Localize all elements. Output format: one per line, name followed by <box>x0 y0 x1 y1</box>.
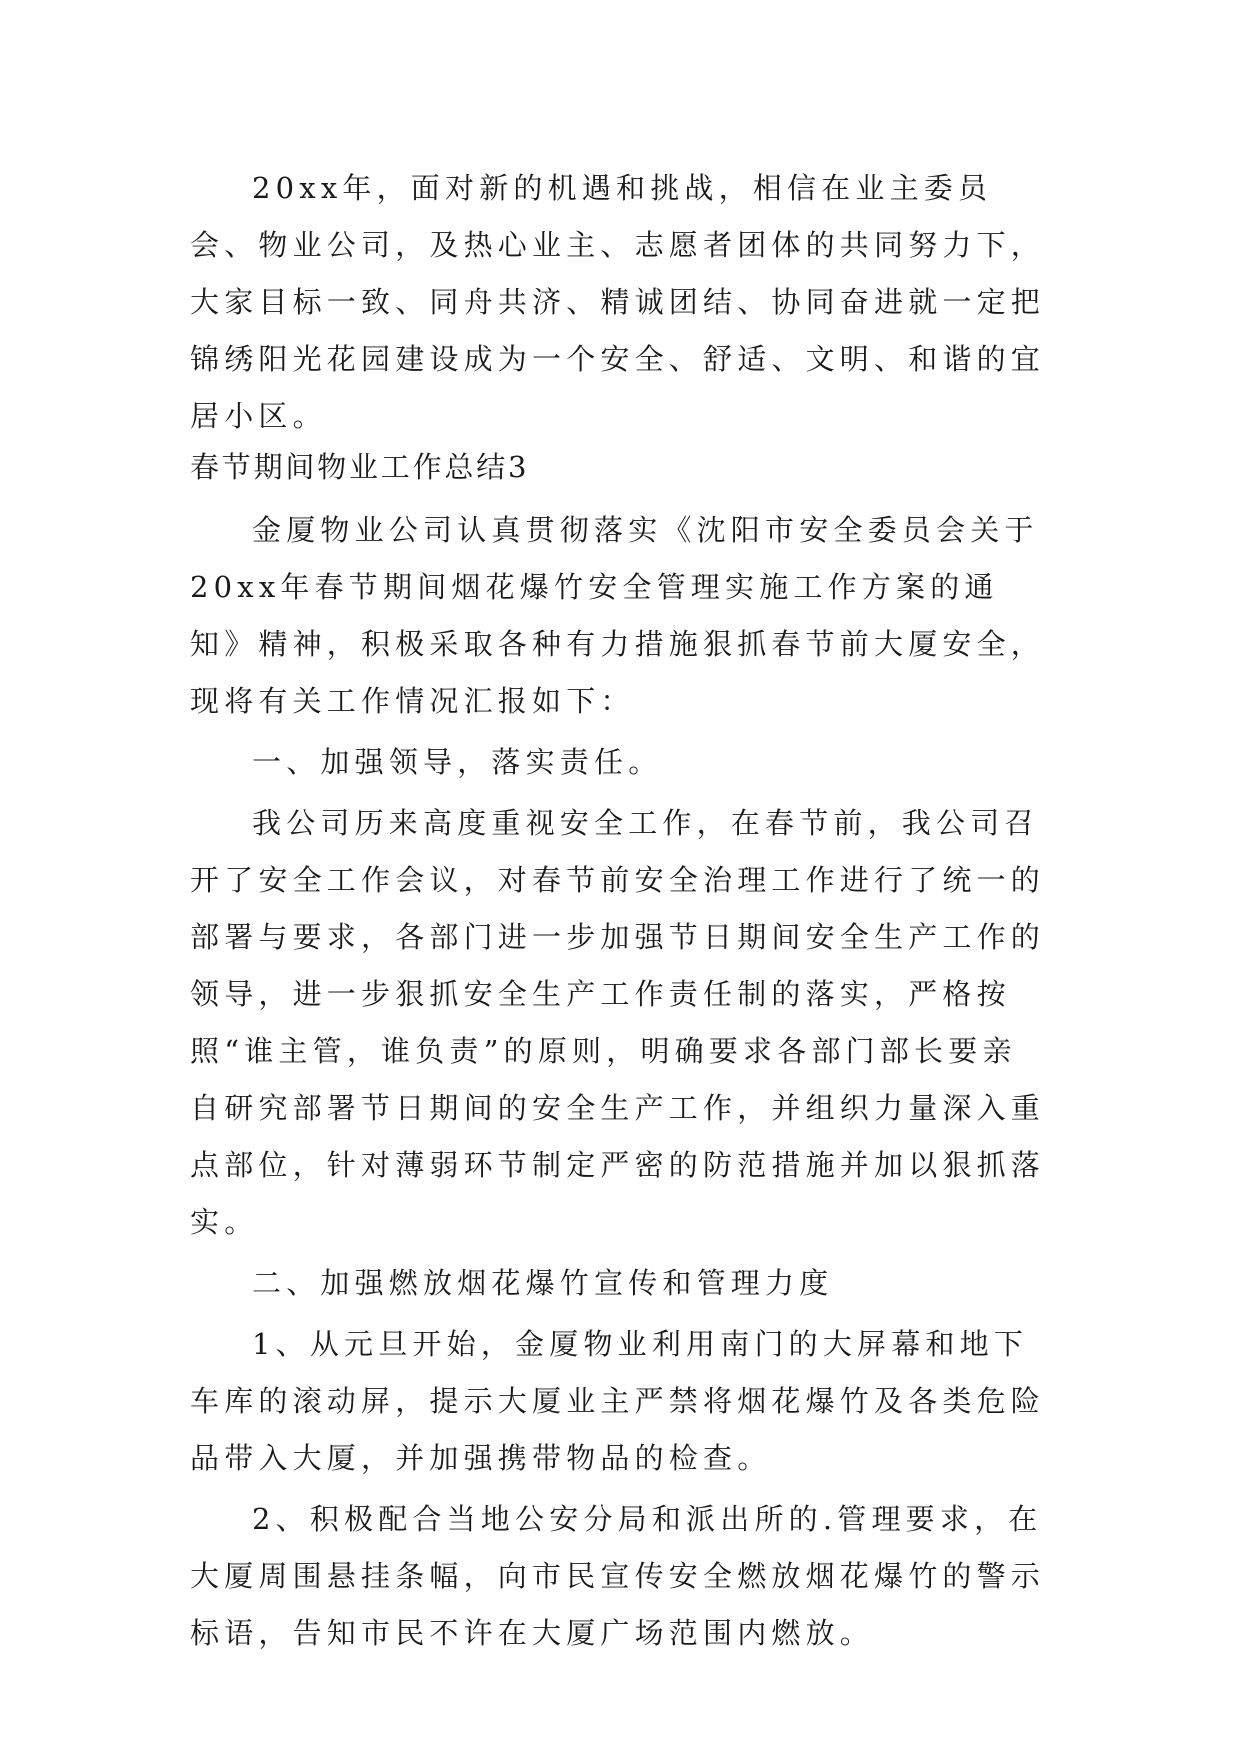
heading-fireworks-management: 二、加强燃放烟花爆竹宣传和管理力度 <box>252 1266 834 1300</box>
paragraph-item-1: 1、从元旦开始，金厦物业利用南门的大屏幕和地下车库的滚动屏，提示大厦业主严禁将烟花爆竹及各类危险品带入大厦，并加强携带物品的检查。 <box>190 1327 1046 1475</box>
section-title: 春节期间物业工作总结3 <box>190 450 530 484</box>
paragraph-item-2: 2、积极配合当地公安分局和派出所的.管理要求，在大厦周围悬挂条幅，向市民宣传安全燃放烟花爆竹的警示标语，告知市民不许在大厦广场范围内燃放。 <box>190 1502 1046 1650</box>
paragraph-intro: 金厦物业公司认真贯彻落实《沈阳市安全委员会关于20xx年春节期间烟花爆竹安全管理实施工作方案的通知》精神，积极采取各种有力措施狠抓春节前大厦安全，现将有关工作情况汇报如下： <box>190 513 1046 718</box>
heading-leadership: 一、加强领导，落实责任。 <box>252 745 663 779</box>
paragraph-closing-2020: 20xx年，面对新的机遇和挑战，相信在业主委员会、物业公司，及热心业主、志愿者团体的共同努力下，大家目标一致、同舟共济、精诚团结、协同奋进就一定把锦绣阳光花园建设成为一个安全、舒适、文明、和谐的宜居小区。 <box>190 171 1046 433</box>
paragraph-leadership: 我公司历来高度重视安全工作，在春节前，我公司召开了安全工作会议，对春节前安全治理工作进行了统一的部署与要求，各部门进一步加强节日期间安全生产工作的领导，进一步狠抓安全生产工作责任制的落实，严格按照“谁主管，谁负责”的原则，明确要求各部门部长要亲自研究部署节日期间的安全生产工作，并组织力量深入重点部位，针对薄弱环节制定严密的防范措施并加以狠抓落实。 <box>190 806 1046 1239</box>
document-body <box>190 160 1050 1662</box>
